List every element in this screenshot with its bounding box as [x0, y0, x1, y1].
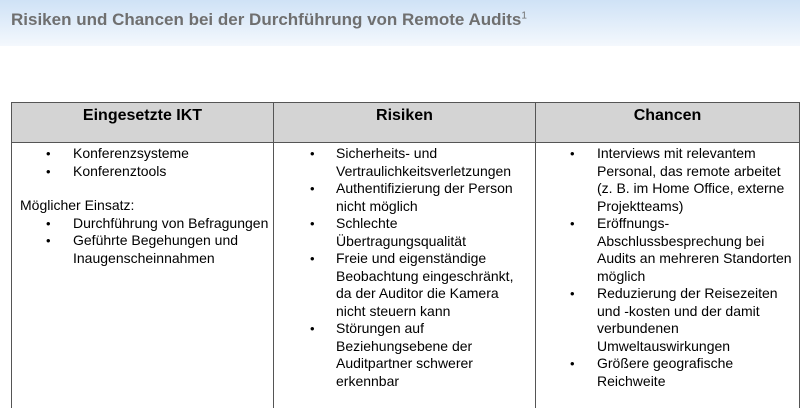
- content-row: [12, 143, 800, 408]
- cell-chances: [536, 143, 800, 408]
- title-bar: [0, 0, 800, 46]
- list-item: • Freie und eigenständige Beobachtung eingeschränkt, da der Auditor die Kamera nicht steuern kann: [274, 250, 535, 320]
- list-item: • Schlechte Übertragungsqualität: [274, 215, 535, 250]
- tools-list: [12, 145, 273, 180]
- header-row: [12, 103, 800, 143]
- list-item: • Größere geografische Reichweite: [536, 355, 799, 390]
- list-item: • Interviews mit relevantem Personal, das remote arbeitet (z. B. im Home Office, externe Projektteams): [536, 145, 799, 215]
- list-item: • Eröffnungs-Abschlussbesprechung bei Audits an mehreren Standorten möglich: [536, 215, 799, 285]
- list-item: • Authentifizierung der Person nicht möglich: [274, 180, 535, 215]
- footnote-marker: 1: [521, 10, 527, 22]
- list-item: • Durchführung von Befragungen: [12, 215, 273, 233]
- list-item: • Geführte Begehungen und Inaugenscheinnahmen: [12, 232, 273, 267]
- header-risks: Risiken: [274, 103, 536, 143]
- page-title: Risiken und Chancen bei der Durchführung von Remote Audits$^1$: [11, 10, 527, 29]
- list-item: • Reduzierung der Reisezeiten und -kosten und der damit verbundenen Umweltauswirkungen: [536, 285, 799, 355]
- usage-list: [12, 215, 273, 268]
- list-item: • Konferenztools: [12, 163, 273, 181]
- risk-chance-table: [11, 102, 800, 408]
- list-item: • Sicherheits- und Vertraulichkeitsverletzungen: [274, 145, 535, 180]
- header-ikt: Eingesetzte IKT: [12, 103, 274, 143]
- risks-list: [274, 145, 535, 390]
- list-item: • Konferenzsysteme: [12, 145, 273, 163]
- list-item: • Störungen auf Beziehungsebene der Auditpartner schwerer erkennbar: [274, 320, 535, 390]
- header-chances: Chancen: [536, 103, 800, 143]
- cell-risks: [274, 143, 536, 408]
- usage-label: Möglicher Einsatz:: [20, 197, 135, 213]
- cell-ikt: [12, 143, 274, 408]
- chances-list: [536, 145, 799, 390]
